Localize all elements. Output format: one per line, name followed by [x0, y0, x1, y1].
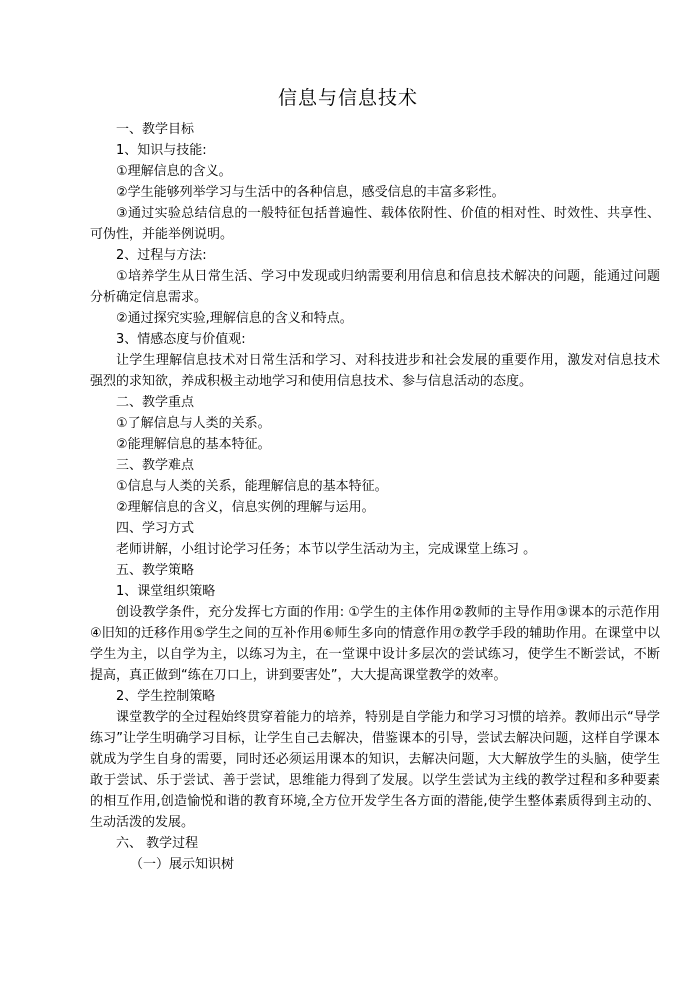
text-line: ①理解信息的含义。 [116, 164, 232, 179]
text-line: 2、过程与方法: [116, 248, 207, 263]
text-line: 二、教学重点 [116, 395, 195, 410]
document-title: 信息与信息技术 [277, 87, 418, 109]
text-line: ②通过探究实验,理解信息的含义和特点。 [116, 311, 353, 326]
paragraph: 课堂教学的全过程始终贯穿着能力的培养，特别是自学能力和学习习惯的培养。教师出示“导学练习”让学生明确学习目标，让学生自己去解决，借鉴课本的引导，尝试去解决问题，这样自学课本就成为学生自身的需要，同时还必须运用课本的知识，去解决问题，大大解放学生的头脑，使学生敢于尝试、乐于尝试、善于尝试，思维能力得到了发展。以学生尝试为主线的教学过程和多种要素的相互作用,创造愉悦和谐的教育环境,全方位开发学生各方面的潜能,使学生整体素质得到主动的、生动活泼的发展。 [90, 710, 660, 830]
text-line: ①了解信息与人类的关系。 [116, 416, 271, 431]
text-line: 1、知识与技能: [116, 143, 207, 158]
text-line: ②理解信息的含义，信息实例的理解与运用。 [116, 500, 375, 515]
text-line: 六、 教学过程 [116, 836, 199, 851]
text-line: 2、学生控制策略 [116, 689, 216, 704]
text-line: 1、课堂组织策略 [116, 584, 216, 599]
text-line: 五、教学策略 [116, 563, 195, 578]
text-line: 三、教学难点 [116, 458, 195, 473]
text-line: 老师讲解，小组讨论学习任务；本节以学生活动为主，完成课堂上练习 。 [116, 542, 537, 557]
text-line: ②学生能够列举学习与生活中的各种信息，感受信息的丰富多彩性。 [116, 185, 505, 200]
text-line: 四、学习方式 [116, 521, 195, 536]
text-line: 一、教学目标 [116, 122, 195, 137]
text-line: （一）展示知识树 [130, 857, 235, 872]
paragraph: 让学生理解信息技术对日常生活和学习、对科技进步和社会发展的重要作用，激发对信息技术强烈的求知欲，养成积极主动地学习和使用信息技术、参与信息活动的态度。 [90, 353, 660, 389]
text-line: ①信息与人类的关系，能理解信息的基本特征。 [116, 479, 388, 494]
document-body [90, 119, 660, 875]
paragraph: 创设教学条件，充分发挥七方面的作用: ①学生的主体作用②教师的主导作用③课本的示范作用④旧知的迁移作用⑤学生之间的互补作用⑥师生多向的情意作用⑦教学手段的辅助作用。在课堂中以学生为主，以自学为主，以练习为主，在一堂课中设计多层次的尝试练习，使学生不断尝试，不断提高，真正做到“练在刀口上，讲到要害处”，大大提高课堂教学的效率。 [90, 605, 660, 683]
paragraph: ③通过实验总结信息的一般特征包括普遍性、载体依附性、价值的相对性、时效性、共享性、可伪性，并能举例说明。 [90, 206, 660, 242]
paragraph: ①培养学生从日常生活、学习中发现或归纳需要利用信息和信息技术解决的问题，能通过问题分析确定信息需求。 [90, 269, 660, 305]
text-line: 3、情感态度与价值观: [116, 332, 246, 347]
text-line: ②能理解信息的基本特征。 [116, 437, 271, 452]
